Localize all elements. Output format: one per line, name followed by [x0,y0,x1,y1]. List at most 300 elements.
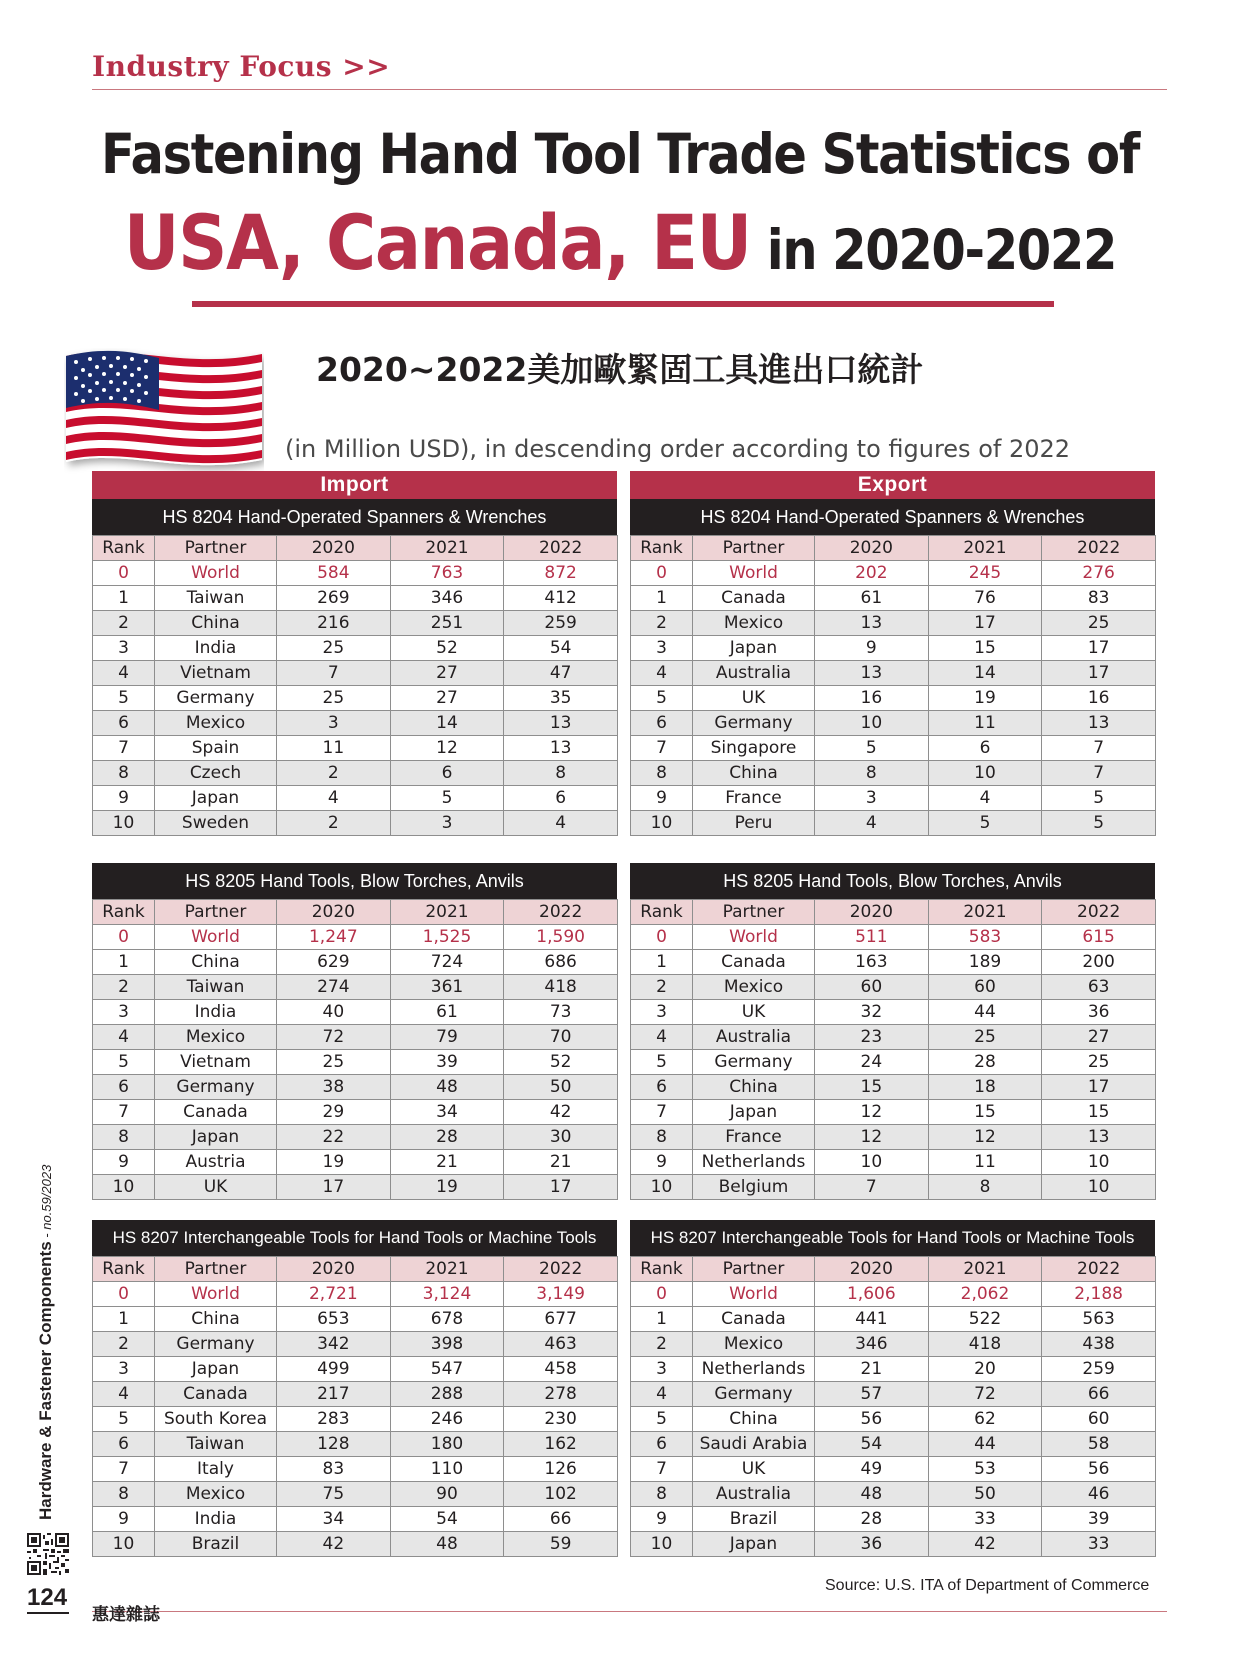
table-cell: 15 [1042,1100,1156,1125]
table-cell: 4 [631,661,693,686]
table-cell: 7 [815,1175,929,1200]
table-cell: 18 [928,1075,1042,1100]
table-cell: World [155,925,277,950]
table-cell: 2,721 [277,1282,391,1307]
table-header-row [93,1257,618,1282]
table-cell: 629 [277,950,391,975]
table-cell: 7 [93,736,155,761]
column-header: 2021 [928,1257,1042,1282]
table-cell: Japan [155,1125,277,1150]
table-cell: Brazil [693,1507,815,1532]
table-cell: 60 [928,975,1042,1000]
table-cell: 52 [504,1050,618,1075]
table-cell: 11 [928,711,1042,736]
table-cell: 10 [815,1150,929,1175]
trade-table [630,899,1156,1200]
table-cell: 62 [928,1407,1042,1432]
table-cell: Germany [155,1075,277,1100]
table-cell: 48 [390,1075,504,1100]
world-total-row [93,1282,618,1307]
table-cell: 653 [277,1307,391,1332]
table-cell: 58 [1042,1432,1156,1457]
table-cell: 12 [390,736,504,761]
table-cell: 57 [815,1382,929,1407]
table-cell: UK [693,1457,815,1482]
table-cell: 28 [815,1507,929,1532]
table-cell: 60 [815,975,929,1000]
table-row [631,1532,1156,1557]
table-cell: 2 [93,975,155,1000]
table-cell: 1 [631,1307,693,1332]
table-cell: Japan [693,1100,815,1125]
table-cell: 21 [815,1357,929,1382]
table-title: HS 8207 Interchangeable Tools for Hand Tools or Machine Tools [92,1220,617,1256]
table-cell: 6 [93,1075,155,1100]
column-header: Rank [631,1257,693,1282]
table-cell: Spain [155,736,277,761]
table-cell: 10 [928,761,1042,786]
table-cell: 2,062 [928,1282,1042,1307]
table-cell: 5 [631,1407,693,1432]
table-row [93,1307,618,1332]
column-header: 2021 [390,900,504,925]
table-cell: 27 [390,686,504,711]
table-row [631,1482,1156,1507]
table-cell: 5 [93,1407,155,1432]
table-row [631,1382,1156,1407]
table-cell: 584 [277,561,391,586]
table-row [93,1125,618,1150]
table-cell: 4 [93,661,155,686]
table-cell: 7 [631,1457,693,1482]
table-cell: 50 [504,1075,618,1100]
table-header-row [93,536,618,561]
table-cell: 4 [277,786,391,811]
table-cell: 50 [928,1482,1042,1507]
table-cell: 7 [93,1100,155,1125]
table-cell: 11 [277,736,391,761]
table-cell: China [693,1407,815,1432]
table-cell: 54 [390,1507,504,1532]
table-cell: 563 [1042,1307,1156,1332]
table-cell: 1,247 [277,925,391,950]
table-cell: Japan [155,1357,277,1382]
table-row [93,1457,618,1482]
table-cell: 283 [277,1407,391,1432]
table-cell: Saudi Arabia [693,1432,815,1457]
table-cell: 72 [277,1025,391,1050]
table-cell: Belgium [693,1175,815,1200]
page-title-line1: Fastening Hand Tool Trade Statistics of [100,122,1140,186]
table-cell: Vietnam [155,661,277,686]
table-cell: 5 [93,1050,155,1075]
column-header: 2020 [277,900,391,925]
table-cell: 29 [277,1100,391,1125]
table-header-row [631,900,1156,925]
table-cell: 8 [928,1175,1042,1200]
table-cell: 0 [93,561,155,586]
table-cell: Canada [693,950,815,975]
table-cell: 2 [93,1332,155,1357]
table-cell: 32 [815,1000,929,1025]
table-cell: 8 [815,761,929,786]
page-title-highlight: USA, Canada, EU [123,198,751,287]
table-cell: 686 [504,950,618,975]
table-row [631,1100,1156,1125]
table-cell: 52 [390,636,504,661]
table-cell: 13 [815,661,929,686]
table-cell: 28 [390,1125,504,1150]
export-8204-block [630,471,1155,836]
table-cell: 7 [93,1457,155,1482]
column-header: Partner [693,900,815,925]
table-cell: 2 [93,611,155,636]
table-cell: 27 [1042,1025,1156,1050]
table-cell: Australia [693,1482,815,1507]
table-cell: 216 [277,611,391,636]
table-cell: 72 [928,1382,1042,1407]
table-cell: Czech [155,761,277,786]
table-cell: 441 [815,1307,929,1332]
table-row [631,661,1156,686]
table-cell: 3,149 [504,1282,618,1307]
column-header: 2021 [928,536,1042,561]
page-number-underline [27,1612,69,1614]
column-header: 2020 [815,900,929,925]
table-cell: Germany [693,1050,815,1075]
table-cell: Canada [693,1307,815,1332]
table-cell: Peru [693,811,815,836]
table-row [93,1025,618,1050]
table-row [631,1050,1156,1075]
table-cell: 438 [1042,1332,1156,1357]
table-cell: 189 [928,950,1042,975]
table-row [93,711,618,736]
table-cell: 276 [1042,561,1156,586]
table-cell: 8 [631,761,693,786]
table-cell: 7 [631,1100,693,1125]
table-cell: 36 [1042,1000,1156,1025]
table-cell: 269 [277,586,391,611]
table-cell: 463 [504,1332,618,1357]
table-cell: World [155,1282,277,1307]
table-cell: 44 [928,1432,1042,1457]
table-cell: 38 [277,1075,391,1100]
table-cell: Brazil [155,1532,277,1557]
table-cell: 4 [631,1382,693,1407]
table-cell: 25 [277,636,391,661]
table-cell: UK [693,1000,815,1025]
table-cell: 13 [815,611,929,636]
table-row [93,761,618,786]
table-row [93,1150,618,1175]
table-cell: 40 [277,1000,391,1025]
table-cell: 4 [504,811,618,836]
table-cell: 2 [631,1332,693,1357]
table-cell: 25 [277,686,391,711]
table-title: HS 8204 Hand-Operated Spanners & Wrenches [630,499,1155,535]
table-cell: 7 [277,661,391,686]
table-row [93,1175,618,1200]
table-cell: 9 [631,786,693,811]
table-row [631,1307,1156,1332]
column-header: Rank [93,1257,155,1282]
table-cell: 4 [93,1025,155,1050]
column-header: Rank [93,900,155,925]
column-header: Partner [155,1257,277,1282]
table-cell: 4 [928,786,1042,811]
table-cell: 19 [390,1175,504,1200]
table-cell: 15 [815,1075,929,1100]
table-cell: Mexico [693,611,815,636]
table-row [631,1332,1156,1357]
table-row [93,1000,618,1025]
table-row [93,1050,618,1075]
table-cell: 48 [815,1482,929,1507]
table-cell: 8 [93,1482,155,1507]
table-cell: 615 [1042,925,1156,950]
table-cell: France [693,1125,815,1150]
table-row [631,811,1156,836]
table-cell: 14 [390,711,504,736]
table-cell: 1,525 [390,925,504,950]
table-row [93,611,618,636]
table-cell: 342 [277,1332,391,1357]
table-row [631,1150,1156,1175]
column-header: 2021 [390,536,504,561]
table-cell: 458 [504,1357,618,1382]
table-row [631,736,1156,761]
table-cell: 14 [928,661,1042,686]
table-cell: 90 [390,1482,504,1507]
table-cell: 3 [93,1000,155,1025]
table-cell: 21 [390,1150,504,1175]
table-cell: 202 [815,561,929,586]
table-cell: 5 [93,686,155,711]
column-header: Partner [155,536,277,561]
table-cell: 10 [631,811,693,836]
table-title: HS 8204 Hand-Operated Spanners & Wrenches [92,499,617,535]
table-cell: 0 [93,1282,155,1307]
table-cell: Germany [693,1382,815,1407]
table-cell: 16 [1042,686,1156,711]
table-cell: 1 [631,586,693,611]
table-cell: 361 [390,975,504,1000]
table-cell: 9 [815,636,929,661]
table-cell: 36 [815,1532,929,1557]
table-cell: Vietnam [155,1050,277,1075]
table-cell: 44 [928,1000,1042,1025]
table-cell: 33 [1042,1532,1156,1557]
column-header: Rank [93,536,155,561]
table-row [631,611,1156,636]
table-row [631,1407,1156,1432]
table-cell: 278 [504,1382,618,1407]
table-row [93,1382,618,1407]
column-header: 2022 [504,900,618,925]
table-row [93,686,618,711]
column-header: 2020 [815,1257,929,1282]
import-label: Import [92,471,617,499]
table-cell: China [155,1307,277,1332]
column-header: 2020 [277,1257,391,1282]
table-cell: Mexico [693,975,815,1000]
table-cell: 13 [504,736,618,761]
world-total-row [631,561,1156,586]
table-row [93,786,618,811]
table-cell: Germany [155,1332,277,1357]
table-cell: 2 [277,811,391,836]
sidebar-magazine-name: Hardware & Fastener Components [36,1241,55,1520]
table-cell: 246 [390,1407,504,1432]
table-cell: 13 [1042,711,1156,736]
qr-code-icon [27,1533,69,1575]
table-cell: UK [155,1175,277,1200]
export-8205-block [630,863,1155,1200]
table-cell: 230 [504,1407,618,1432]
table-cell: 6 [93,1432,155,1457]
table-row [93,736,618,761]
table-cell: 12 [815,1125,929,1150]
table-cell: 13 [504,711,618,736]
table-cell: World [693,925,815,950]
column-header: Partner [693,1257,815,1282]
table-cell: 9 [631,1507,693,1532]
table-cell: 83 [1042,586,1156,611]
table-row [631,1457,1156,1482]
table-cell: 3 [93,1357,155,1382]
table-cell: 60 [1042,1407,1156,1432]
table-cell: France [693,786,815,811]
table-cell: 17 [504,1175,618,1200]
table-cell: 6 [631,1075,693,1100]
table-cell: Taiwan [155,1432,277,1457]
table-row [631,711,1156,736]
column-header: 2022 [1042,536,1156,561]
table-cell: India [155,1000,277,1025]
table-cell: 346 [390,586,504,611]
table-cell: Japan [155,786,277,811]
table-cell: 42 [928,1532,1042,1557]
table-cell: 10 [1042,1175,1156,1200]
table-cell: 5 [390,786,504,811]
table-cell: 73 [504,1000,618,1025]
table-header-row [631,1257,1156,1282]
table-cell: 4 [631,1025,693,1050]
table-cell: 6 [504,786,618,811]
table-cell: 10 [93,811,155,836]
import-8205-block [92,863,617,1200]
table-cell: 2,188 [1042,1282,1156,1307]
table-cell: 19 [928,686,1042,711]
table-row [93,661,618,686]
table-row [93,1432,618,1457]
table-cell: 547 [390,1357,504,1382]
table-cell: 9 [93,1507,155,1532]
table-cell: 8 [631,1482,693,1507]
table-cell: Netherlands [693,1150,815,1175]
table-row [93,1532,618,1557]
table-cell: 6 [93,711,155,736]
table-cell: 23 [815,1025,929,1050]
table-cell: 17 [1042,636,1156,661]
table-cell: 12 [928,1125,1042,1150]
table-row [93,1100,618,1125]
table-cell: 7 [1042,736,1156,761]
world-total-row [93,561,618,586]
table-cell: 35 [504,686,618,711]
table-cell: 1,590 [504,925,618,950]
table-cell: 59 [504,1532,618,1557]
table-row [93,1482,618,1507]
table-cell: China [693,1075,815,1100]
table-title: HS 8207 Interchangeable Tools for Hand Tools or Machine Tools [630,1220,1155,1256]
world-total-row [631,925,1156,950]
column-header: 2021 [928,900,1042,925]
table-cell: 872 [504,561,618,586]
table-cell: 66 [1042,1382,1156,1407]
table-cell: 418 [928,1332,1042,1357]
table-cell: India [155,1507,277,1532]
table-row [631,586,1156,611]
table-cell: 66 [504,1507,618,1532]
title-divider [192,301,1054,307]
table-row [93,1357,618,1382]
footer-divider [92,1611,1167,1612]
table-cell: 61 [390,1000,504,1025]
table-cell: 15 [928,636,1042,661]
page-number: 124 [27,1584,68,1611]
table-cell: 15 [928,1100,1042,1125]
table-cell: 128 [277,1432,391,1457]
table-cell: 418 [504,975,618,1000]
table-row [631,636,1156,661]
table-row [631,1000,1156,1025]
trade-table [92,1256,618,1557]
table-row [631,1125,1156,1150]
table-cell: 0 [93,925,155,950]
table-row [93,1407,618,1432]
table-cell: 54 [815,1432,929,1457]
table-cell: Mexico [693,1332,815,1357]
table-row [93,1507,618,1532]
column-header: 2022 [1042,1257,1156,1282]
table-cell: China [155,950,277,975]
table-cell: UK [693,686,815,711]
table-cell: 0 [631,561,693,586]
table-cell: 56 [815,1407,929,1432]
table-row [93,811,618,836]
table-cell: 1,606 [815,1282,929,1307]
table-cell: 346 [815,1332,929,1357]
table-cell: Canada [693,586,815,611]
table-cell: 20 [928,1357,1042,1382]
table-cell: World [155,561,277,586]
table-cell: 19 [277,1150,391,1175]
table-cell: 163 [815,950,929,975]
table-cell: Germany [693,711,815,736]
table-cell: 27 [390,661,504,686]
table-cell: 76 [928,586,1042,611]
table-cell: 10 [631,1532,693,1557]
table-cell: 63 [1042,975,1156,1000]
magazine-name-zh: 惠達雜誌 [92,1605,160,1625]
table-cell: 6 [390,761,504,786]
table-cell: 5 [928,811,1042,836]
table-cell: 288 [390,1382,504,1407]
table-row [93,636,618,661]
table-cell: 8 [631,1125,693,1150]
